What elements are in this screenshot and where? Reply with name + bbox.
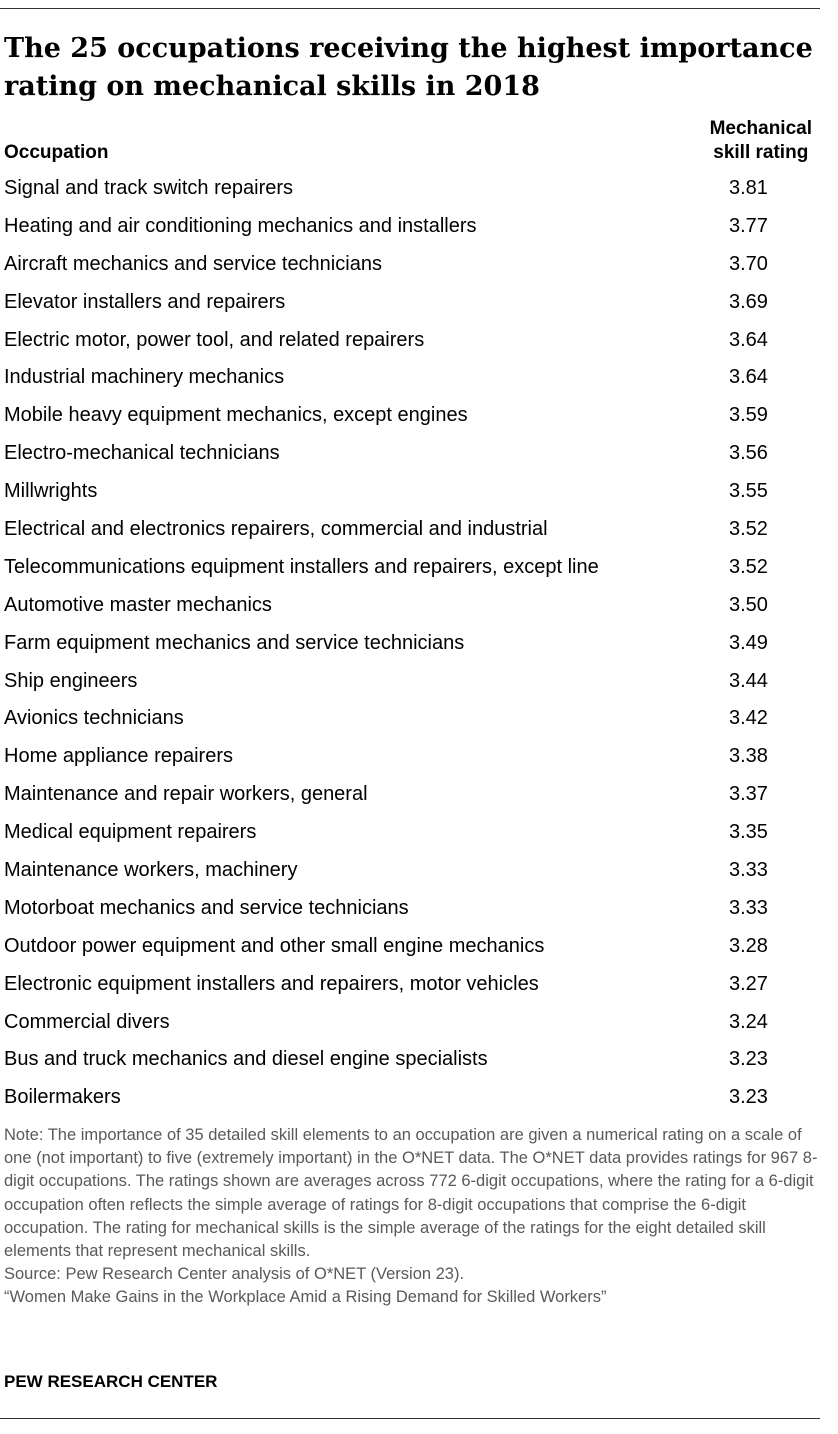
rating-column-header — [710, 117, 812, 165]
rating-cell: 3.64 — [729, 366, 768, 389]
occupation-cell: Industrial machinery mechanics — [4, 366, 285, 389]
brand-logo-text: PEW RESEARCH CENTER — [4, 1372, 218, 1391]
occupation-cell: Medical equipment repairers — [4, 821, 257, 844]
rating-cell: 3.27 — [729, 972, 768, 995]
occupation-cell: Home appliance repairers — [4, 745, 234, 768]
occupation-cell: Maintenance workers, machinery — [4, 859, 298, 882]
rating-cell: 3.38 — [729, 745, 768, 768]
table-row — [0, 398, 838, 436]
rating-cell: 3.35 — [729, 821, 768, 844]
rating-cell: 3.69 — [729, 290, 768, 313]
rating-cell: 3.59 — [729, 404, 768, 427]
table-row — [0, 1080, 838, 1118]
rating-cell: 3.33 — [729, 896, 768, 919]
table-row — [0, 891, 838, 929]
table-row — [0, 247, 838, 285]
table-row — [0, 701, 838, 739]
rating-cell: 3.55 — [729, 480, 768, 503]
occupation-cell: Farm equipment mechanics and service technicians — [4, 631, 465, 654]
occupation-cell: Electro-mechanical technicians — [4, 442, 280, 465]
rating-header-line-1: Mechanical — [709, 118, 812, 139]
occupation-cell: Signal and track switch repairers — [4, 177, 294, 199]
note-text: Note: The importance of 35 detailed skill elements to an occupation are given a numerical rating on a scale of one (not important) to five (extremely important) in the O*NET data. The O*NET data provides ratings for 967 8-digit occupations. The ratings shown are averages across 772 6-digit occupations, where the rating for a 6-digit occupation often reflects the simple average of ratings for 8-digit occupations that comprise the 6-digit occupation. The rating for mechanical skills is the simple average of the ratings for the eight detailed skill elements that represent mechanical skills. — [4, 1126, 818, 1261]
table-body — [0, 171, 838, 1118]
occupation-cell: Heating and air conditioning mechanics and installers — [4, 214, 477, 237]
rating-cell: 3.50 — [729, 593, 768, 616]
bottom-rule — [0, 1418, 820, 1419]
occupation-cell: Outdoor power equipment and other small engine mechanics — [4, 934, 545, 957]
table-row — [0, 550, 838, 588]
occupation-cell: Telecommunications equipment installers and repairers, except line — [4, 555, 599, 578]
rating-cell: 3.56 — [729, 442, 768, 465]
rating-cell: 3.23 — [729, 1048, 768, 1071]
table-row — [0, 1042, 838, 1080]
rating-cell: 3.49 — [729, 631, 768, 654]
occupation-cell: Maintenance and repair workers, general — [4, 783, 368, 806]
table-row — [0, 171, 838, 209]
rating-cell: 3.37 — [729, 783, 768, 806]
table-row — [0, 436, 838, 474]
table-row — [0, 815, 838, 853]
rating-cell: 3.52 — [729, 555, 768, 578]
rating-cell: 3.70 — [729, 252, 768, 275]
report-title: “Women Make Gains in the Workplace Amid a Rising Demand for Skilled Workers” — [4, 1288, 607, 1307]
occupation-cell: Motorboat mechanics and service technicians — [4, 896, 409, 919]
occupation-cell: Bus and truck mechanics and diesel engine specialists — [4, 1048, 488, 1071]
occupation-cell: Elevator installers and repairers — [4, 290, 286, 313]
table-row — [0, 777, 838, 815]
table-row — [0, 626, 838, 664]
rating-cell: 3.33 — [729, 859, 768, 882]
rating-cell: 3.28 — [729, 934, 768, 957]
table-row — [0, 474, 838, 512]
rating-cell: 3.42 — [729, 707, 768, 730]
table-row — [0, 588, 838, 626]
occupation-column-header: Occupation — [4, 142, 109, 163]
occupation-cell: Millwrights — [4, 480, 98, 503]
occupation-cell: Automotive master mechanics — [4, 593, 272, 616]
table-row — [0, 360, 838, 398]
table-row — [0, 209, 838, 247]
rating-cell: 3.52 — [729, 518, 768, 541]
rating-cell: 3.44 — [729, 669, 768, 692]
occupation-cell: Electronic equipment installers and repairers, motor vehicles — [4, 972, 539, 995]
occupation-cell: Commercial divers — [4, 1010, 170, 1033]
rating-cell: 3.24 — [729, 1010, 768, 1033]
occupation-cell: Ship engineers — [4, 669, 138, 692]
occupation-cell: Mobile heavy equipment mechanics, except engines — [4, 404, 468, 427]
rating-cell: 3.77 — [729, 214, 768, 237]
table-row — [0, 285, 838, 323]
table-row — [0, 929, 838, 967]
rating-cell: 3.81 — [729, 177, 768, 199]
table-row — [0, 739, 838, 777]
occupation-cell: Avionics technicians — [4, 707, 184, 730]
top-rule — [0, 8, 820, 9]
occupation-cell: Electrical and electronics repairers, commercial and industrial — [4, 518, 548, 541]
rating-cell: 3.23 — [729, 1086, 768, 1109]
table-row — [0, 512, 838, 550]
chart-title: The 25 occupations receiving the highest importance rating on mechanical skills in 2018 — [4, 33, 813, 102]
footnotes — [4, 1124, 826, 1310]
table-row — [0, 323, 838, 361]
occupation-cell: Electric motor, power tool, and related repairers — [4, 328, 425, 351]
table-row — [0, 967, 838, 1005]
rating-header-line-2: skill rating — [713, 142, 809, 163]
occupation-cell: Boilermakers — [4, 1086, 121, 1109]
source-text: Source: Pew Research Center analysis of O*NET (Version 23). — [4, 1265, 465, 1284]
rating-cell: 3.64 — [729, 328, 768, 351]
table-row — [0, 664, 838, 702]
table-row — [0, 1005, 838, 1043]
occupation-cell: Aircraft mechanics and service technicians — [4, 252, 382, 275]
table-row — [0, 853, 838, 891]
